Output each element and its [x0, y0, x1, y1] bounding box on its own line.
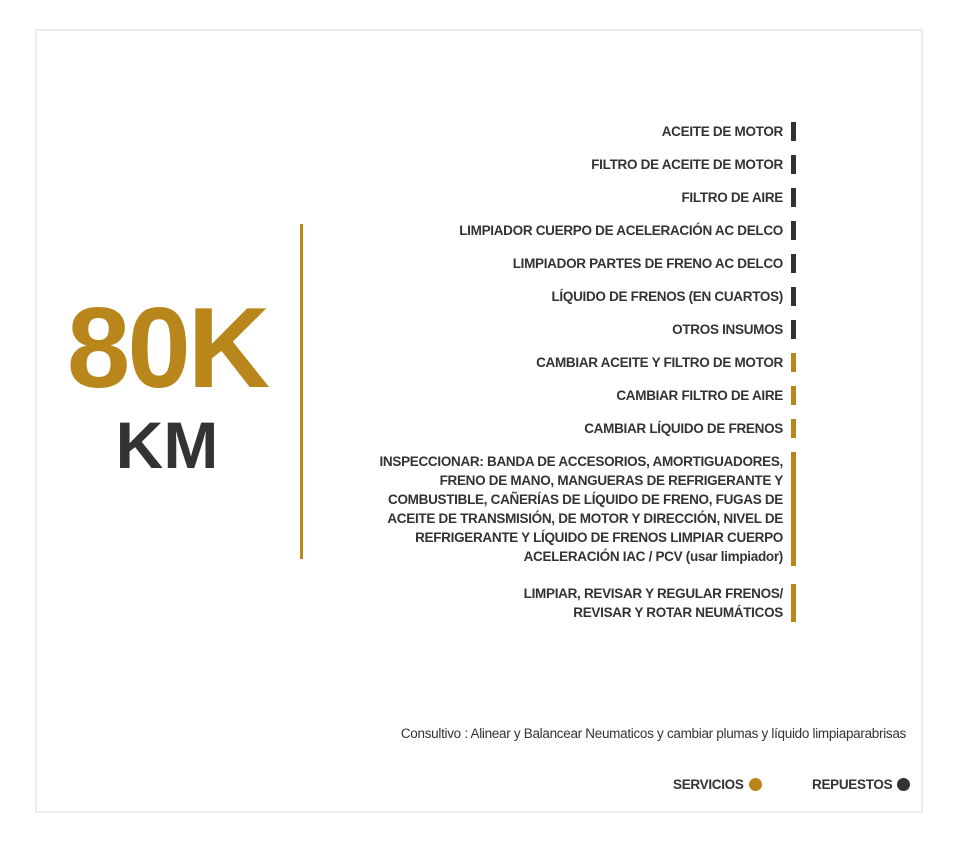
servicios-dot-icon	[749, 778, 762, 791]
legend-servicios	[673, 777, 762, 792]
list-item	[336, 254, 796, 273]
list-item	[336, 155, 796, 174]
repuestos-marker	[791, 320, 796, 339]
list-item	[336, 221, 796, 240]
legend-repuestos-label: REPUESTOS	[812, 777, 893, 792]
list-item-label: LIMPIADOR CUERPO DE ACELERACIÓN AC DELCO	[459, 223, 783, 238]
list-item	[336, 320, 796, 339]
servicios-marker	[791, 584, 796, 622]
divider	[300, 224, 303, 559]
legend-repuestos	[812, 777, 910, 792]
list-item	[336, 122, 796, 141]
servicios-marker	[791, 386, 796, 405]
maintenance-list	[336, 122, 796, 640]
repuestos-marker	[791, 287, 796, 306]
advisory-note: Consultivo : Alinear y Balancear Neumaticos y cambiar plumas y líquido limpiaparabrisas	[400, 726, 906, 741]
list-item-label: CAMBIAR ACEITE Y FILTRO DE MOTOR	[536, 355, 783, 370]
mileage-number: 80K	[66, 285, 268, 412]
repuestos-dot-icon	[897, 778, 910, 791]
servicios-marker	[791, 452, 796, 566]
repuestos-marker	[791, 155, 796, 174]
list-item-label: LIMPIAR, REVISAR Y REGULAR FRENOS/ REVISAR Y ROTAR NEUMÁTICOS	[523, 586, 783, 620]
list-item-label: CAMBIAR LÍQUIDO DE FRENOS	[584, 421, 783, 436]
repuestos-marker	[791, 254, 796, 273]
list-item-label: OTROS INSUMOS	[672, 322, 783, 337]
list-item-label: CAMBIAR FILTRO DE AIRE	[616, 388, 783, 403]
list-item-label: FILTRO DE ACEITE DE MOTOR	[591, 157, 783, 172]
list-item-label: LÍQUIDO DE FRENOS (EN CUARTOS)	[551, 289, 783, 304]
list-item	[336, 584, 796, 622]
list-item	[336, 452, 796, 566]
mileage-unit: KM	[115, 408, 219, 482]
legend-servicios-label: SERVICIOS	[673, 777, 744, 792]
list-item-label: FILTRO DE AIRE	[681, 190, 783, 205]
servicios-marker	[791, 353, 796, 372]
list-item-label: LIMPIADOR PARTES DE FRENO AC DELCO	[512, 256, 783, 271]
repuestos-marker	[791, 221, 796, 240]
list-item-label: INSPECCIONAR: BANDA DE ACCESORIOS, AMORTIGUADORES, FRENO DE MANO, MANGUERAS DE REFRIGERANTE Y COMBUSTIBLE, CAÑERÍAS DE LÍQUIDO DE FRENO, FUGAS DE ACEITE DE TRANSMISIÓN, DE MOTOR Y DIRECCIÓN, NIVEL DE REFRIGERANTE Y LÍQUIDO DE FRENOS LIMPIAR CUERPO ACELERACIÓN IAC / PCV (usar limpiador)	[379, 454, 783, 564]
list-item	[336, 188, 796, 207]
list-item	[336, 386, 796, 405]
list-item	[336, 287, 796, 306]
list-item-label: ACEITE DE MOTOR	[661, 124, 783, 139]
servicios-marker	[791, 419, 796, 438]
repuestos-marker	[791, 122, 796, 141]
repuestos-marker	[791, 188, 796, 207]
list-item	[336, 353, 796, 372]
list-item	[336, 419, 796, 438]
